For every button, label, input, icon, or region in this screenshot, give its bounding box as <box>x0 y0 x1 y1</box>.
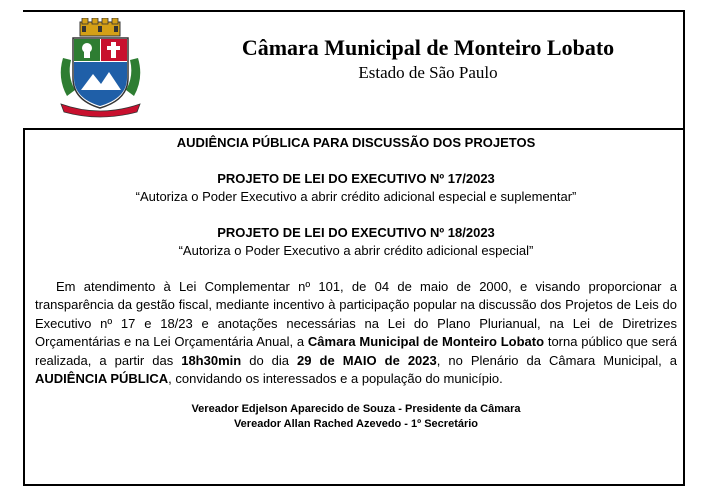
notice-box <box>23 128 685 486</box>
paragraph-bold-event: AUDIÊNCIA PÚBLICA <box>35 371 169 387</box>
paragraph-bold-time: 18h30min <box>181 352 242 368</box>
paragraph-text: , convidando os interessados e a população do município. <box>168 371 503 387</box>
paragraph-text: , no Plenário da Câmara Municipal, a <box>436 352 678 368</box>
signature-president: Vereador Edjelson Aparecido de Souza - Presidente da Câmara <box>191 403 521 416</box>
paragraph-text: Em atendimento à Lei Complementar nº 101, de 04 de maio de 2000, e visando proporcionar a transparência da gestão fiscal, mediante incentivo à participação popular na discussão dos Projetos de Leis do Executivo nº 17 e 18/23 e anotações necessárias na Lei do Plano Plurianual, na Lei de Diretrizes Orçamentárias e na Lei Orçamentária Anual, a <box>35 279 677 350</box>
institution-title: Câmara Municipal de Monteiro Lobato <box>241 35 615 60</box>
spacer <box>35 152 677 170</box>
signature-secretary: Vereador Allan Rached Azevedo - 1º Secretário <box>233 418 479 431</box>
notice-paragraph <box>35 278 677 388</box>
project-18-title: PROJETO DE LEI DO EXECUTIVO Nº 18/2023 <box>217 225 495 240</box>
paragraph-bold-date: 29 de MAIO de 2023 <box>297 352 437 368</box>
paragraph-text: do dia <box>241 352 298 368</box>
spacer <box>35 206 677 224</box>
project-17-description: “Autoriza o Poder Executivo a abrir crédito adicional especial e suplementar” <box>135 189 577 204</box>
paragraph-text: torna público que será realizada, a partir das <box>35 334 677 368</box>
notice-content <box>35 134 677 432</box>
paragraph-bold-institution: Câmara Municipal de Monteiro Lobato <box>307 334 545 350</box>
notice-heading: AUDIÊNCIA PÚBLICA PARA DISCUSSÃO DOS PROJETOS <box>176 135 536 150</box>
coat-of-arms-icon <box>53 18 148 118</box>
letterhead-text <box>163 34 693 84</box>
letterhead <box>23 12 685 130</box>
project-17-title: PROJETO DE LEI DO EXECUTIVO Nº 17/2023 <box>217 171 495 186</box>
signatures <box>35 402 677 432</box>
project-18-description: “Autoriza o Poder Executivo a abrir crédito adicional especial” <box>178 243 534 258</box>
institution-subtitle: Estado de São Paulo <box>358 63 498 82</box>
